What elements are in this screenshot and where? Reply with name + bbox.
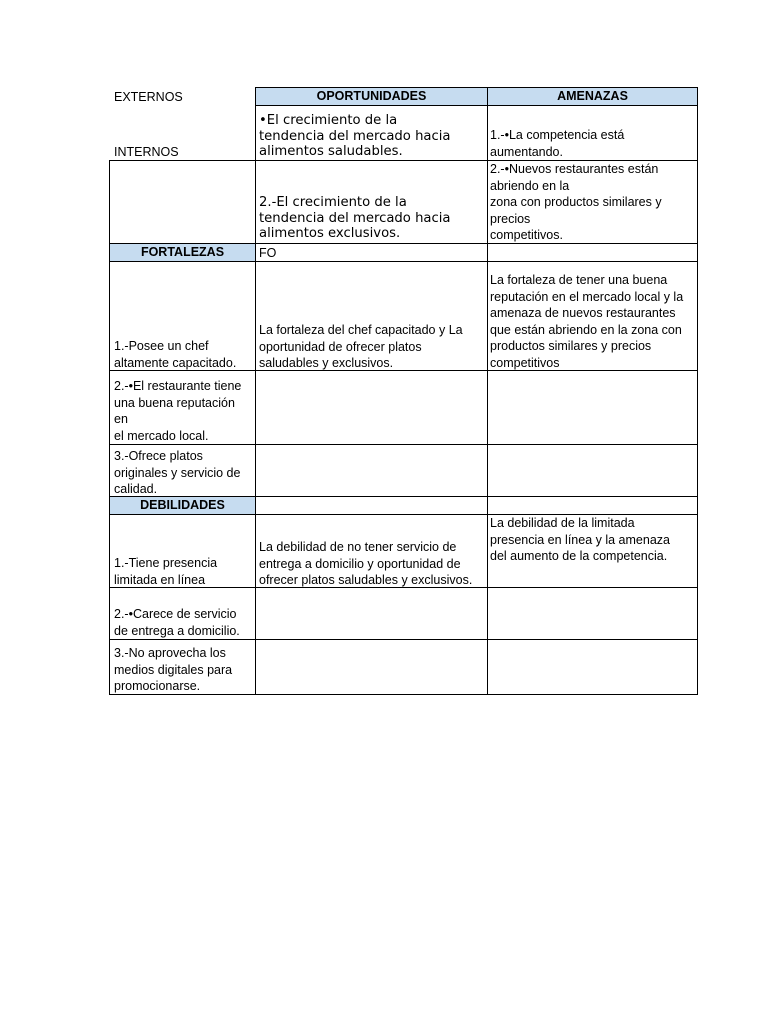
do-strategy: La debilidad de no tener servicio de entrega a domicilio y oportunidad de ofrecer platos saludables y exclusivos. <box>259 540 473 587</box>
amenazas-header-label: AMENAZAS <box>557 89 628 103</box>
table-border <box>255 105 256 695</box>
fo-label: FO <box>259 246 277 260</box>
fortalezas-header-label: FORTALEZAS <box>140 245 225 259</box>
table-border <box>109 444 698 445</box>
fortaleza-1: 1.-Posee un chef altamente capacitado. <box>114 339 237 370</box>
table-border <box>697 105 698 695</box>
threat-1: 1.-•La competencia está aumentando. <box>490 128 625 159</box>
internos-label: INTERNOS <box>114 145 179 159</box>
opportunity-2: 2.-El crecimiento de la tendencia del mercado hacia alimentos exclusivos. <box>259 195 451 241</box>
fortaleza-2: 2.-•El restaurante tiene una buena reputación en el mercado local. <box>114 379 242 443</box>
da-strategy: La debilidad de la limitada presencia en línea y la amenaza del aumento de la competencia. <box>490 516 670 563</box>
table-border <box>109 160 110 695</box>
fo-strategy: La fortaleza del chef capacitado y La oportunidad de ofrecer platos saludables y exclusivos. <box>259 323 463 370</box>
table-border <box>487 105 488 695</box>
debilidades-header <box>110 497 255 514</box>
table-border <box>109 261 698 262</box>
debilidades-header-label: DEBILIDADES <box>140 498 225 512</box>
externos-label: EXTERNOS <box>114 90 183 104</box>
opportunity-1: •El crecimiento de la tendencia del mercado hacia alimentos saludables. <box>259 113 451 159</box>
threat-2: 2.-•Nuevos restaurantes están abriendo en la zona con productos similares y precios competitivos. <box>490 162 662 242</box>
debilidad-3: 3.-No aprovecha los medios digitales para promocionarse. <box>114 646 233 693</box>
debilidad-1: 1.-Tiene presencia limitada en línea <box>114 556 218 587</box>
debilidad-2: 2.-•Carece de servicio de entrega a domicilio. <box>114 607 240 638</box>
table-border <box>109 639 698 640</box>
fa-strategy: La fortaleza de tener una buena reputación en el mercado local y la amenaza de nuevos restaurantes que están abriendo en la zona con productos similares y precios competitivos <box>490 273 684 370</box>
oportunidades-header-label: OPORTUNIDADES <box>316 89 427 103</box>
oportunidades-header <box>255 87 488 106</box>
amenazas-header <box>487 87 698 106</box>
fortaleza-3: 3.-Ofrece platos originales y servicio de calidad. <box>114 449 241 496</box>
fortalezas-header <box>110 244 255 261</box>
